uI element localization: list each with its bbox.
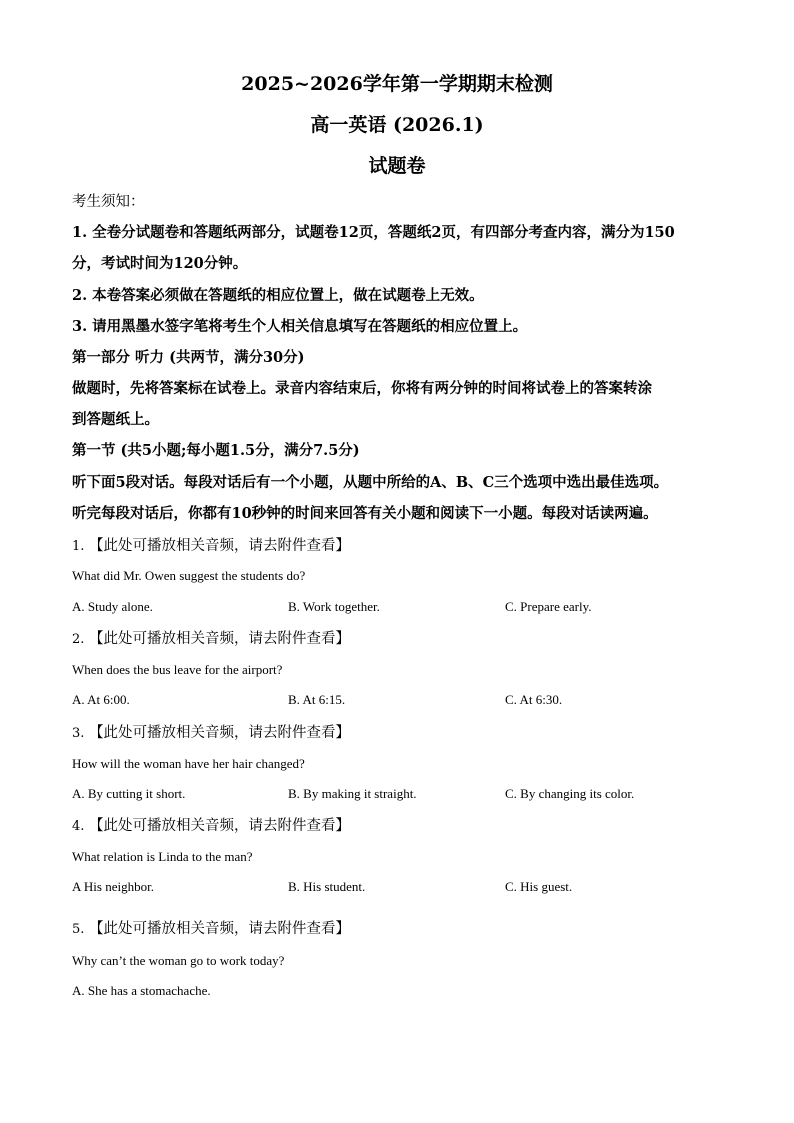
question-2-option-a: A. At 6:00. (72, 692, 130, 707)
part1-instruction-cont: 到答题纸上。 (72, 411, 159, 428)
audio-note: 【此处可播放相关音频，请去附件查看】 (89, 921, 351, 937)
audio-note: 【此处可播放相关音频，请去附件查看】 (89, 631, 351, 647)
question-1-stem: What did Mr. Owen suggest the students do? (72, 568, 306, 583)
notice-item-1-cont: 分，考试时间为120分钟。 (72, 255, 248, 272)
paper-type: 试题卷 (368, 155, 426, 177)
question-1-option-a: A. Study alone. (72, 599, 153, 614)
question-3-option-a: A. By cutting it short. (72, 786, 186, 801)
question-3-option-c: C. By changing its color. (505, 786, 635, 801)
question-5-option-a: A. She has a stomachache. (72, 983, 211, 998)
question-2-audio (72, 629, 350, 650)
question-2-option-c: C. At 6:30. (505, 692, 563, 707)
notice-item-3: 3. 请用黑墨水签字笔将考生个人相关信息填写在答题纸的相应位置上。 (72, 318, 528, 335)
section1-instruction: 听下面5段对话。每段对话后有一个小题，从题中所给的A、B、C三个选项中选出最佳选项。 (72, 474, 669, 491)
question-3-stem: How will the woman have her hair changed? (72, 756, 305, 771)
question-5-stem: Why can’t the woman go to work today? (72, 953, 285, 968)
exam-subtitle: 高一英语 (2026.1) (310, 114, 484, 136)
question-5-audio (72, 919, 350, 940)
notice-item-1: 1. 全卷分试题卷和答题纸两部分，试题卷12页，答题纸2页，有四部分考查内容，满分为150 (72, 224, 675, 241)
question-3-option-b: B. By making it straight. (288, 786, 417, 801)
exam-title: 2025~2026学年第一学期期末检测 (241, 73, 553, 95)
part1-instruction: 做题时，先将答案标在试卷上。录音内容结束后，你将有两分钟的时间将试卷上的答案转涂 (72, 380, 652, 397)
question-1-option-b: B. Work together. (288, 599, 380, 614)
question-4-option-b: B. His student. (288, 879, 366, 894)
section1-instruction-cont: 听完每段对话后，你都有10秒钟的时间来回答有关小题和阅读下一小题。每段对话读两遍。 (72, 505, 658, 522)
question-number: 2. (72, 632, 85, 647)
question-3-audio (72, 723, 350, 744)
question-2-stem: When does the bus leave for the airport? (72, 662, 283, 677)
question-number: 5. (72, 922, 85, 937)
audio-note: 【此处可播放相关音频，请去附件查看】 (89, 818, 351, 834)
notice-item-2: 2. 本卷答案必须做在答题纸的相应位置上，做在试题卷上无效。 (72, 287, 484, 304)
question-number: 4. (72, 819, 85, 834)
question-number: 3. (72, 726, 85, 741)
question-1-audio (72, 536, 350, 557)
notice-heading: 考生须知： (72, 194, 145, 210)
question-4-option-c: C. His guest. (505, 879, 573, 894)
question-1-option-c: C. Prepare early. (505, 599, 592, 614)
question-4-audio (72, 816, 350, 837)
question-number: 1. (72, 539, 85, 554)
section1-heading: 第一节 (共5小题;每小题1.5分，满分7.5分) (72, 442, 360, 459)
question-4-stem: What relation is Linda to the man? (72, 849, 253, 864)
question-2-option-b: B. At 6:15. (288, 692, 346, 707)
question-4-option-a: A His neighbor. (72, 879, 154, 894)
audio-note: 【此处可播放相关音频，请去附件查看】 (89, 538, 351, 554)
part1-heading: 第一部分 听力 (共两节，满分30分) (72, 349, 305, 366)
audio-note: 【此处可播放相关音频，请去附件查看】 (89, 725, 351, 741)
